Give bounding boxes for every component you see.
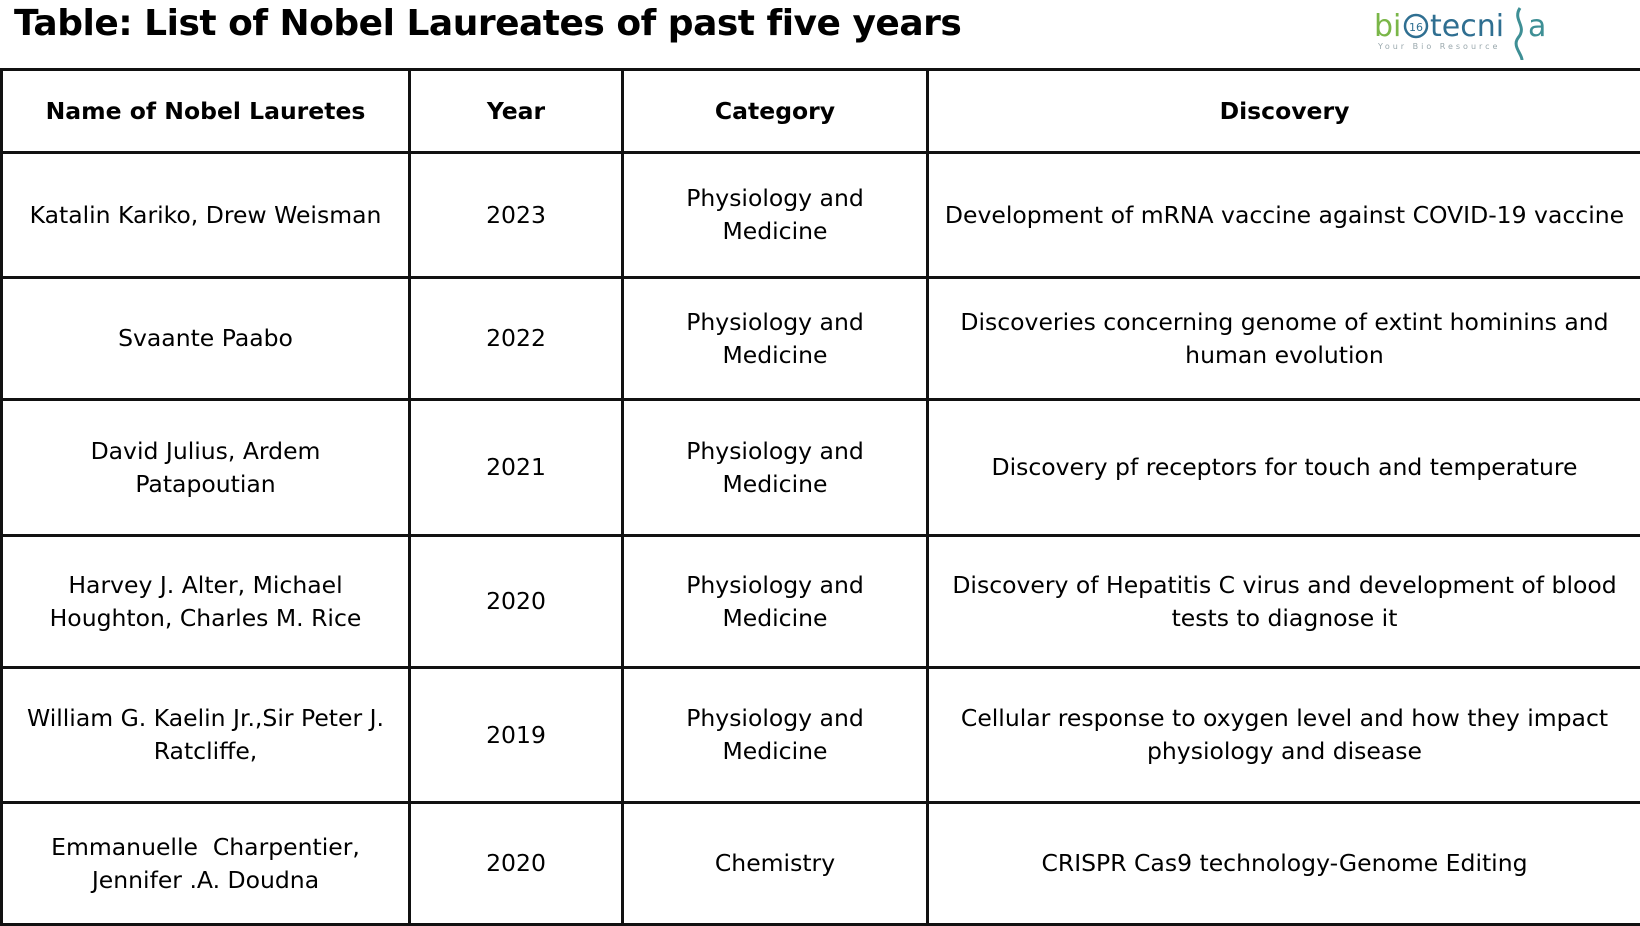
cell-category: Physiology and Medicine xyxy=(623,278,928,400)
cell-discovery: Discovery pf receptors for touch and temperature xyxy=(928,400,1640,536)
header-discovery: Discovery xyxy=(928,70,1640,153)
laureates-table xyxy=(0,68,1640,926)
table-header-row xyxy=(2,70,1640,153)
table-row xyxy=(2,400,1640,536)
cell-year: 2020 xyxy=(410,536,623,668)
cell-name: Harvey J. Alter, Michael Houghton, Charles M. Rice xyxy=(2,536,410,668)
cell-category: Physiology and Medicine xyxy=(623,536,928,668)
cell-year: 2023 xyxy=(410,153,623,278)
cell-name: David Julius, Ardem Patapoutian xyxy=(2,400,410,536)
logo-text-left: bi xyxy=(1374,9,1401,44)
logo-swoosh xyxy=(1516,8,1522,60)
cell-discovery: Discoveries concerning genome of extint hominins and human evolution xyxy=(928,278,1640,400)
page-title: Table: List of Nobel Laureates of past five years xyxy=(14,0,961,50)
cell-name: William G. Kaelin Jr.,Sir Peter J. Ratcliffe, xyxy=(2,668,410,803)
table-row xyxy=(2,153,1640,278)
cell-category: Physiology and Medicine xyxy=(623,668,928,803)
cell-year: 2021 xyxy=(410,400,623,536)
cell-name: Katalin Kariko, Drew Weisman xyxy=(2,153,410,278)
cell-category: Physiology and Medicine xyxy=(623,153,928,278)
cell-discovery: Discovery of Hepatitis C virus and development of blood tests to diagnose it xyxy=(928,536,1640,668)
cell-year: 2020 xyxy=(410,803,623,925)
header-category: Category xyxy=(623,70,928,153)
biotecnika-logo xyxy=(1372,2,1572,62)
cell-discovery: CRISPR Cas9 technology-Genome Editing xyxy=(928,803,1640,925)
table-row xyxy=(2,278,1640,400)
header-year: Year xyxy=(410,70,623,153)
logo-tagline: Your Bio Resource xyxy=(1377,42,1500,51)
cell-name: Emmanuelle Charpentier, Jennifer .A. Doudna xyxy=(2,803,410,925)
table-row xyxy=(2,803,1640,925)
cell-name: Svaante Paabo xyxy=(2,278,410,400)
logo-text-right: tecni xyxy=(1430,9,1504,44)
cell-year: 2022 xyxy=(410,278,623,400)
logo-graphic xyxy=(1372,2,1572,62)
logo-badge-number: 16 xyxy=(1409,21,1423,34)
table-row xyxy=(2,668,1640,803)
cell-discovery: Development of mRNA vaccine against COVID-19 vaccine xyxy=(928,153,1640,278)
logo-text-end: a xyxy=(1528,9,1546,44)
laureates-table-container xyxy=(0,68,1640,923)
header-name: Name of Nobel Lauretes xyxy=(2,70,410,153)
cell-category: Chemistry xyxy=(623,803,928,925)
cell-discovery: Cellular response to oxygen level and how they impact physiology and disease xyxy=(928,668,1640,803)
cell-category: Physiology and Medicine xyxy=(623,400,928,536)
cell-year: 2019 xyxy=(410,668,623,803)
table-row xyxy=(2,536,1640,668)
